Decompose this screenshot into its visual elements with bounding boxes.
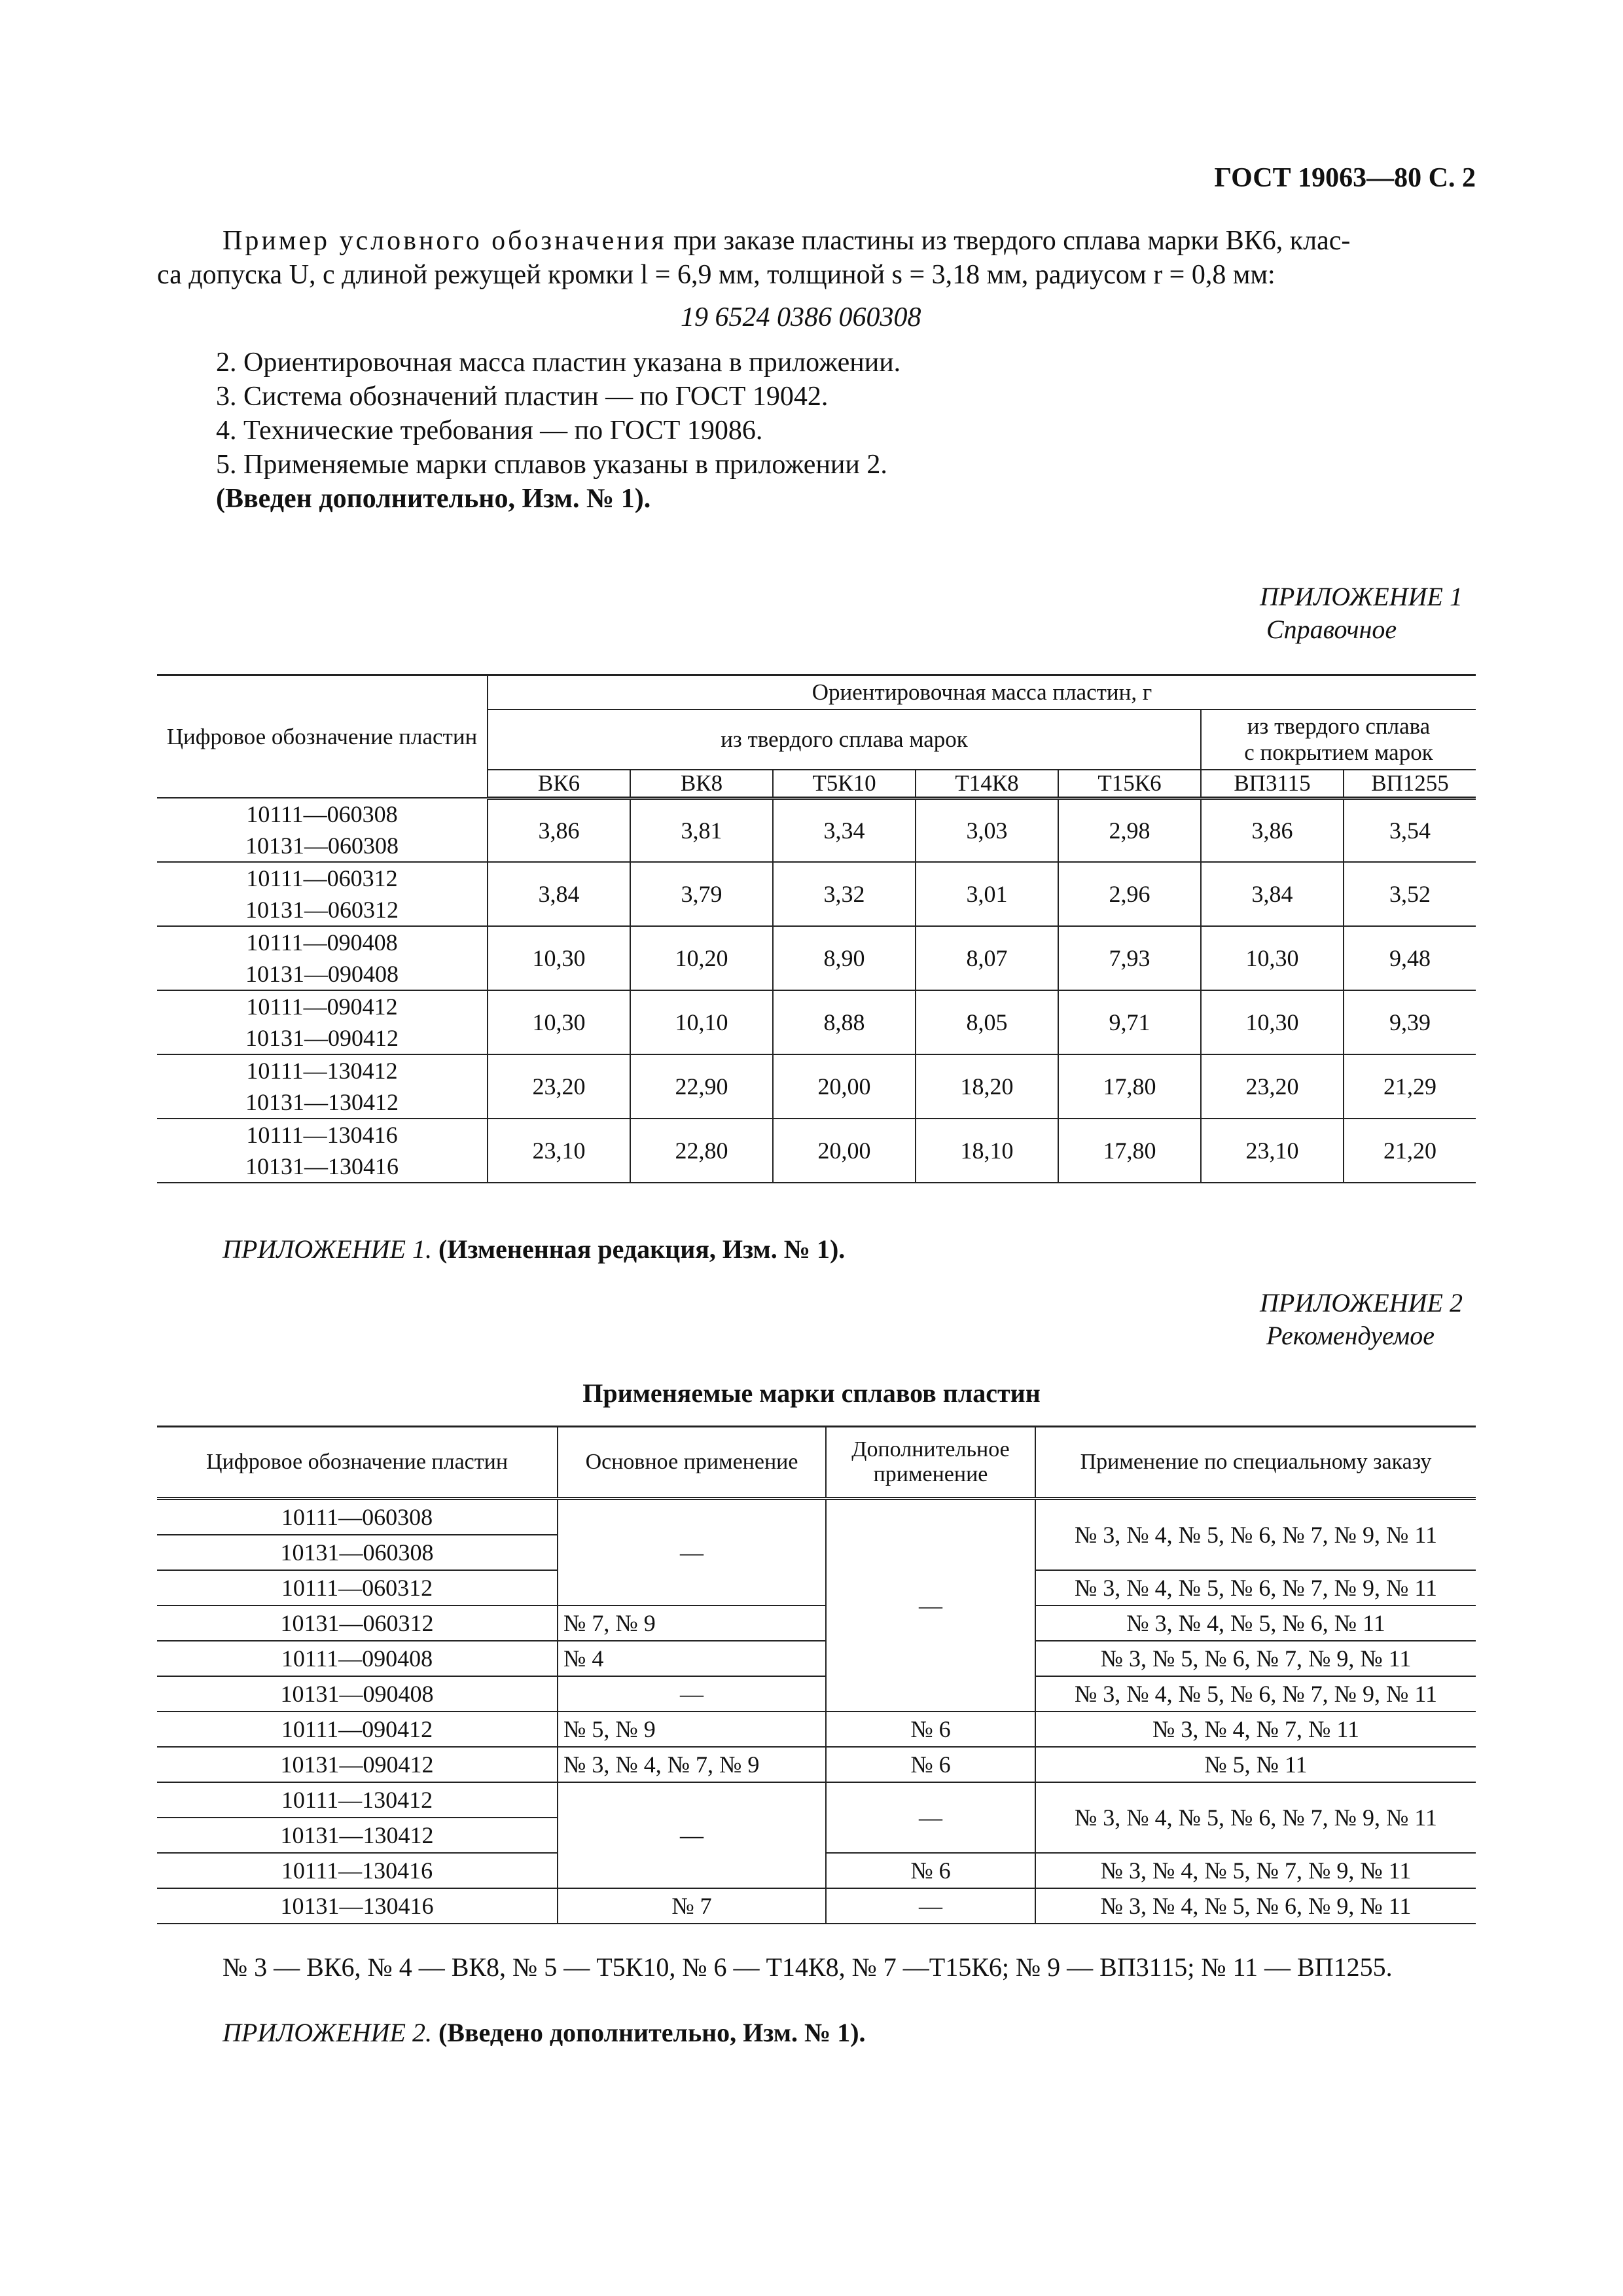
alloy-table <box>157 1426 1476 1924</box>
special-cell: № 3, № 4, № 5, № 7, № 9, № 11 <box>1035 1853 1476 1888</box>
main-cell: № 5, № 9 <box>558 1712 826 1747</box>
code-cell: 10131—090408 <box>157 1676 558 1712</box>
mass-cell: 10,30 <box>1201 926 1344 990</box>
appendix1-subtitle: Справочное <box>1266 615 1397 644</box>
mass-table <box>157 674 1476 1183</box>
mass-cell: 22,80 <box>630 1119 773 1183</box>
code-cell: 10131—060312 <box>157 1605 558 1641</box>
list-item: 2. Ориентировочная масса пластин указана в приложении. <box>216 348 901 378</box>
mass-cell: 8,07 <box>916 926 1058 990</box>
column-header: ВП1255 <box>1344 770 1476 798</box>
special-cell: № 3, № 5, № 6, № 7, № 9, № 11 <box>1035 1641 1476 1676</box>
extra-header: Дополнительное применение <box>826 1427 1035 1499</box>
introduced-note: (Введен дополнительно, Изм. № 1). <box>216 484 651 514</box>
mass-cell: 3,86 <box>488 798 630 862</box>
table-row <box>157 798 1476 862</box>
list-item: 3. Система обозначений пластин — по ГОСТ 19042. <box>216 382 829 412</box>
mass-cell: 21,20 <box>1344 1119 1476 1183</box>
main-cell: № 4 <box>558 1641 826 1676</box>
list-item: 5. Применяемые марки сплавов указаны в приложении 2. <box>216 450 887 480</box>
mass-cell: 18,20 <box>916 1054 1058 1119</box>
special-header: Применение по специальному заказу <box>1035 1427 1476 1499</box>
coated-header: из твердого сплава с покрытием марок <box>1201 709 1476 770</box>
mass-cell: 3,81 <box>630 798 773 862</box>
special-cell: № 3, № 4, № 5, № 6, № 7, № 9, № 11 <box>1035 1570 1476 1605</box>
example-line2: са допуска U, с длиной режущей кромки l = 6,9 мм, толщиной s = 3,18 мм, радиусом r = 0,8 мм: <box>157 260 1275 290</box>
code-cell: 10111—130416 <box>157 1853 558 1888</box>
example-code: 19 6524 0386 060308 <box>681 302 921 332</box>
mass-cell: 9,71 <box>1058 990 1201 1054</box>
main-cell: № 3, № 4, № 7, № 9 <box>558 1747 826 1782</box>
special-cell: № 3, № 4, № 5, № 6, № 7, № 9, № 11 <box>1035 1499 1476 1571</box>
example-intro: Пример условного обозначения <box>223 226 667 256</box>
code-cell: 10111—130412 10131—130412 <box>157 1054 488 1119</box>
special-cell: № 5, № 11 <box>1035 1747 1476 1782</box>
special-cell: № 3, № 4, № 5, № 6, № 7, № 9, № 11 <box>1035 1676 1476 1712</box>
column-header: ВК8 <box>630 770 773 798</box>
appendix2-subtitle: Рекомендуемое <box>1266 1321 1435 1350</box>
mass-cell: 8,88 <box>773 990 916 1054</box>
example-paragraph <box>157 224 1476 258</box>
extra-cell: — <box>826 1888 1035 1924</box>
list-item: 4. Технические требования — по ГОСТ 19086. <box>216 416 763 446</box>
mass-cell: 8,05 <box>916 990 1058 1054</box>
extra-cell: — <box>826 1499 1035 1712</box>
code-cell: 10131—060308 <box>157 1535 558 1570</box>
mass-cell: 18,10 <box>916 1119 1058 1183</box>
appendix2-title: ПРИЛОЖЕНИЕ 2 <box>1260 1288 1463 1318</box>
code-cell: 10111—090412 <box>157 1712 558 1747</box>
mass-cell: 10,30 <box>488 926 630 990</box>
mass-cell: 20,00 <box>773 1119 916 1183</box>
code-cell: 10111—090408 <box>157 1641 558 1676</box>
page-header: ГОСТ 19063—80 С. 2 <box>1214 163 1476 193</box>
code-column-header: Цифровое обозначение пластин <box>157 675 488 798</box>
mass-cell: 10,30 <box>488 990 630 1054</box>
mass-cell: 23,10 <box>488 1119 630 1183</box>
mass-cell: 21,29 <box>1344 1054 1476 1119</box>
table-row <box>157 926 1476 990</box>
mass-cell: 3,84 <box>1201 862 1344 926</box>
appendix2-table-title: Применяемые марки сплавов пластин <box>582 1378 1041 1408</box>
mass-cell: 20,00 <box>773 1054 916 1119</box>
mass-cell: 9,39 <box>1344 990 1476 1054</box>
mass-cell: 3,34 <box>773 798 916 862</box>
mass-cell: 3,01 <box>916 862 1058 926</box>
appendix1-title: ПРИЛОЖЕНИЕ 1 <box>1260 582 1463 611</box>
mass-cell: 7,93 <box>1058 926 1201 990</box>
mass-cell: 9,48 <box>1344 926 1476 990</box>
code-header: Цифровое обозначение пластин <box>157 1427 558 1499</box>
code-cell: 10111—130416 10131—130416 <box>157 1119 488 1183</box>
special-cell: № 3, № 4, № 5, № 6, № 11 <box>1035 1605 1476 1641</box>
mass-cell: 3,84 <box>488 862 630 926</box>
code-cell: 10131—130416 <box>157 1888 558 1924</box>
main-header: Основное применение <box>558 1427 826 1499</box>
code-cell: 10111—060312 10131—060312 <box>157 862 488 926</box>
code-cell: 10111—090412 10131—090412 <box>157 990 488 1054</box>
column-header: ВП3115 <box>1201 770 1344 798</box>
table-row <box>157 1054 1476 1119</box>
code-cell: 10131—090412 <box>157 1747 558 1782</box>
column-header: ВК6 <box>488 770 630 798</box>
mass-cell: 10,20 <box>630 926 773 990</box>
mass-cell: 23,20 <box>1201 1054 1344 1119</box>
mass-cell: 3,79 <box>630 862 773 926</box>
code-cell: 10111—060308 <box>157 1499 558 1535</box>
special-cell: № 3, № 4, № 5, № 6, № 7, № 9, № 11 <box>1035 1782 1476 1853</box>
extra-cell: № 6 <box>826 1853 1035 1888</box>
mass-cell: 22,90 <box>630 1054 773 1119</box>
mass-cell: 17,80 <box>1058 1054 1201 1119</box>
code-cell: 10111—090408 10131—090408 <box>157 926 488 990</box>
main-cell: — <box>558 1676 826 1712</box>
mass-cell: 17,80 <box>1058 1119 1201 1183</box>
mass-cell: 23,10 <box>1201 1119 1344 1183</box>
mass-cell: 3,52 <box>1344 862 1476 926</box>
mass-cell: 10,10 <box>630 990 773 1054</box>
main-cell: № 7 <box>558 1888 826 1924</box>
mass-cell: 3,32 <box>773 862 916 926</box>
table-row <box>157 990 1476 1054</box>
example-line1: при заказе пластины из твердого сплава марки ВК6, клас- <box>666 226 1351 256</box>
column-header: Т15К6 <box>1058 770 1201 798</box>
main-cell: — <box>558 1782 826 1888</box>
column-header: Т14К8 <box>916 770 1058 798</box>
code-cell: 10131—130412 <box>157 1818 558 1853</box>
code-cell: 10111—060308 10131—060308 <box>157 798 488 862</box>
mass-cell: 3,03 <box>916 798 1058 862</box>
appendix1-note: ПРИЛОЖЕНИЕ 1. (Измененная редакция, Изм. № 1). <box>223 1234 846 1264</box>
mass-cell: 2,96 <box>1058 862 1201 926</box>
mass-cell: 10,30 <box>1201 990 1344 1054</box>
main-cell: № 7, № 9 <box>558 1605 826 1641</box>
mass-cell: 3,86 <box>1201 798 1344 862</box>
table-row <box>157 1119 1476 1183</box>
extra-cell: № 6 <box>826 1747 1035 1782</box>
alloy-legend: № 3 — ВК6, № 4 — ВК8, № 5 — Т5К10, № 6 — Т14К8, № 7 —Т15К6; № 9 — ВП3115; № 11 — ВП1255. <box>223 1952 1393 1982</box>
code-cell: 10111—130412 <box>157 1782 558 1818</box>
table-row <box>157 862 1476 926</box>
special-cell: № 3, № 4, № 5, № 6, № 9, № 11 <box>1035 1888 1476 1924</box>
mass-cell: 2,98 <box>1058 798 1201 862</box>
mass-cell: 8,90 <box>773 926 916 990</box>
appendix2-note: ПРИЛОЖЕНИЕ 2. (Введено дополнительно, Изм. № 1). <box>223 2018 866 2047</box>
special-cell: № 3, № 4, № 7, № 11 <box>1035 1712 1476 1747</box>
mass-header: Ориентировочная масса пластин, г <box>488 675 1476 709</box>
hard-alloy-header: из твердого сплава марок <box>488 709 1201 770</box>
code-cell: 10111—060312 <box>157 1570 558 1605</box>
mass-cell: 23,20 <box>488 1054 630 1119</box>
mass-cell: 3,54 <box>1344 798 1476 862</box>
column-header: Т5К10 <box>773 770 916 798</box>
main-cell: — <box>558 1499 826 1606</box>
extra-cell: — <box>826 1782 1035 1853</box>
extra-cell: № 6 <box>826 1712 1035 1747</box>
